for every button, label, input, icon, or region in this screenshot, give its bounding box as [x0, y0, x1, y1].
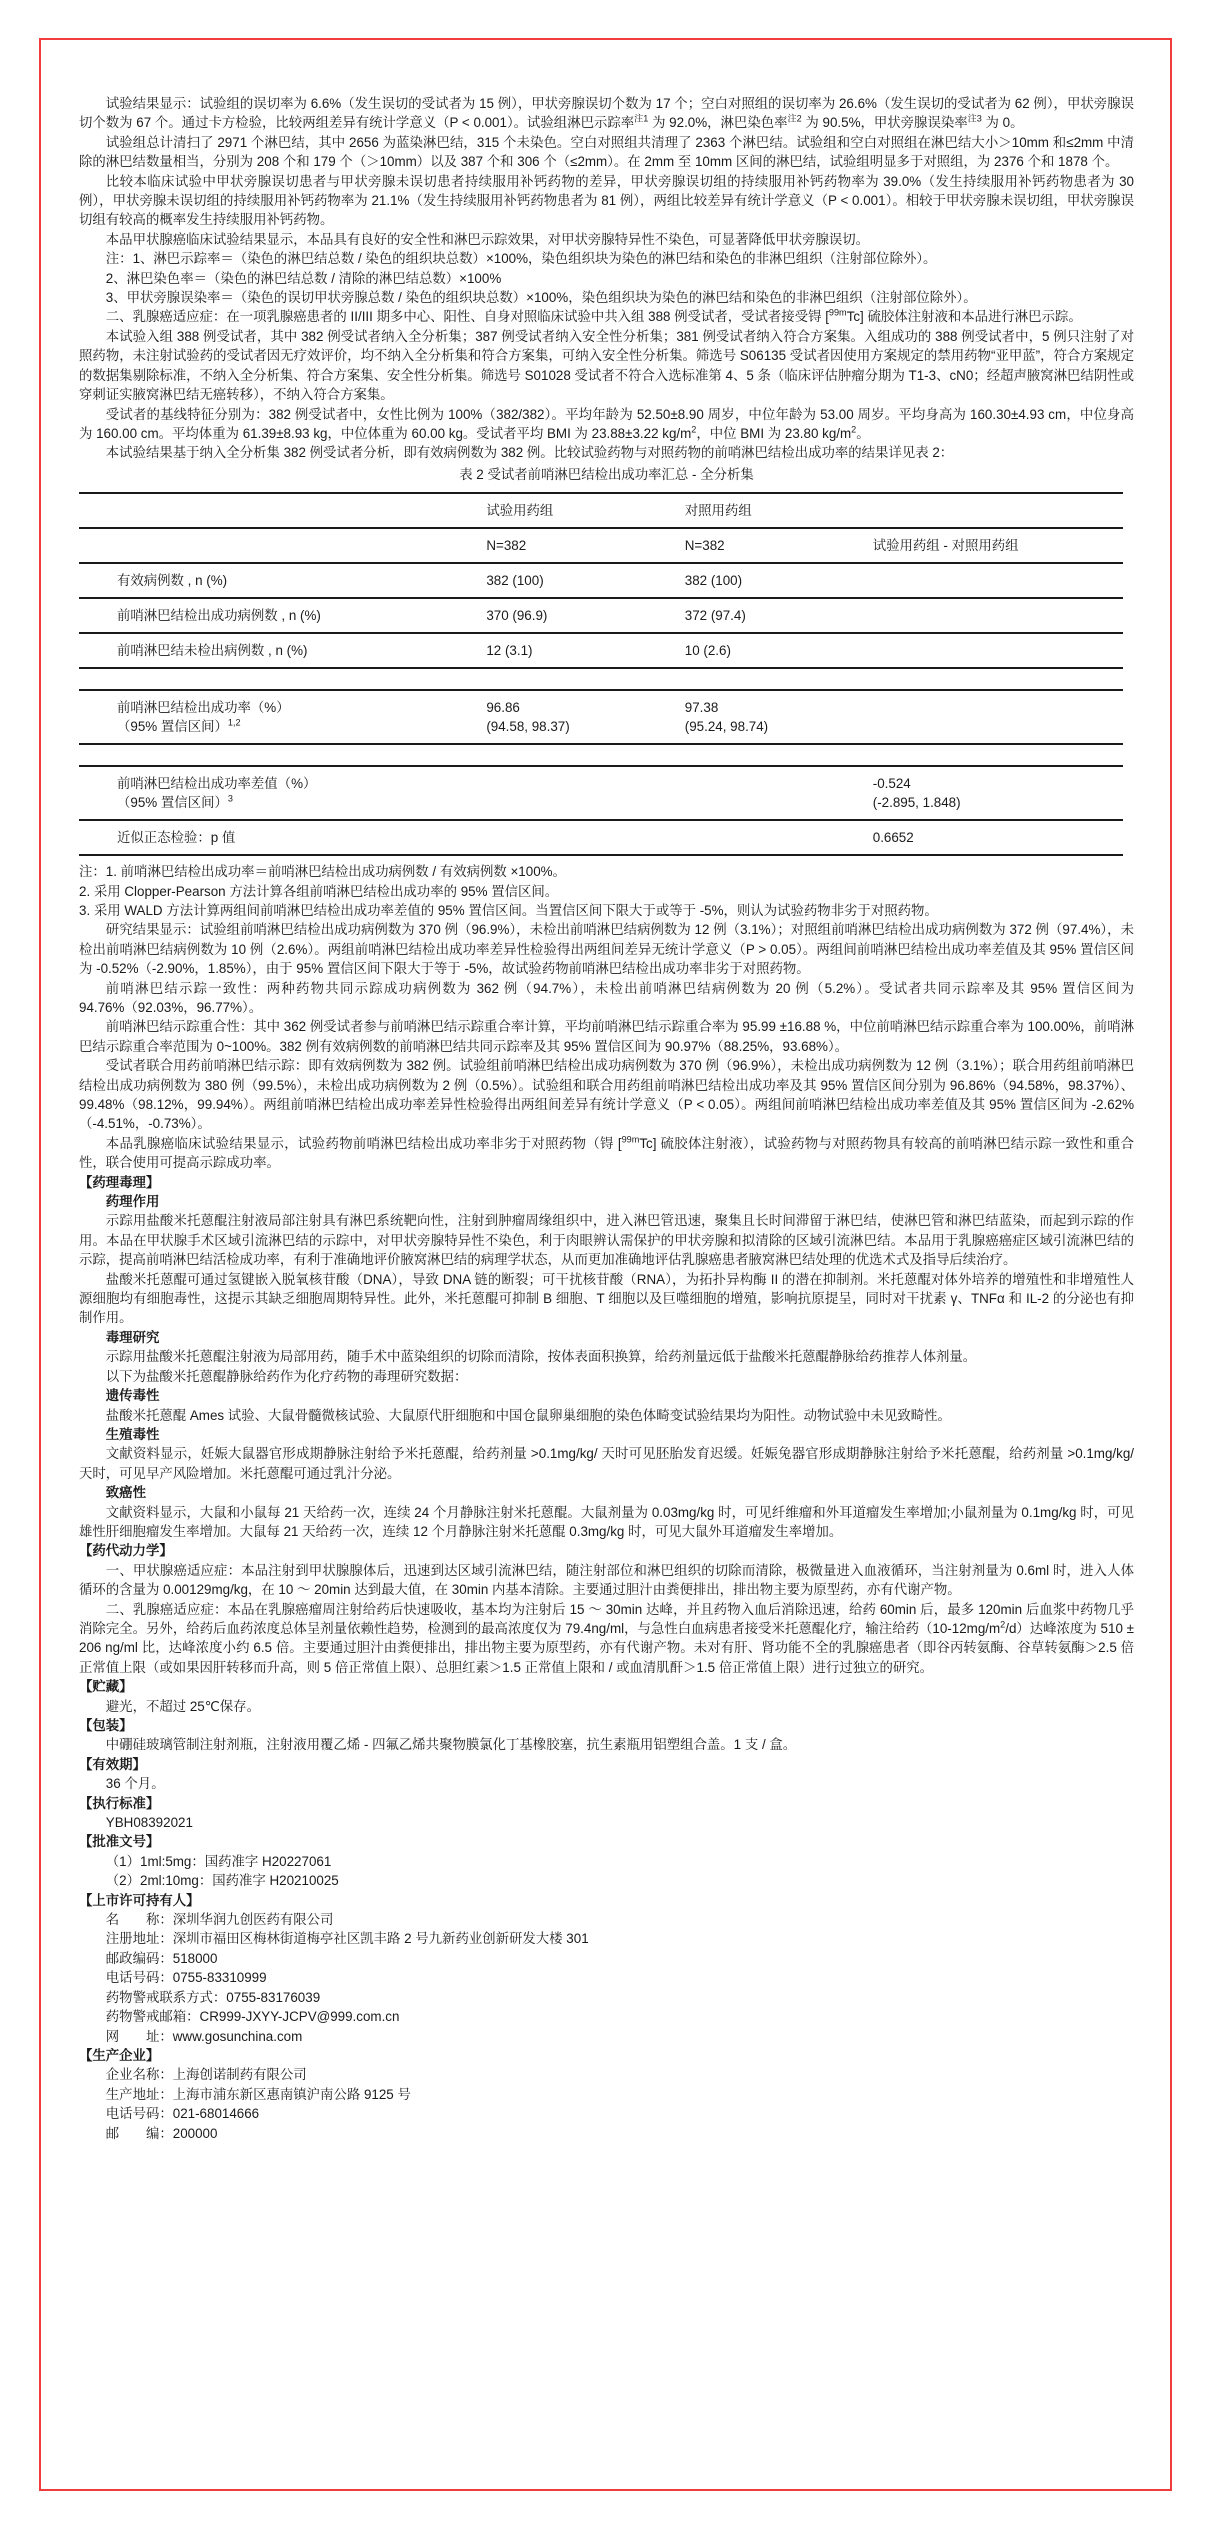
section-heading: 【生产企业】: [79, 2047, 160, 2063]
table-cell: [685, 744, 873, 766]
sub-heading: 药理作用: [105, 1194, 160, 1210]
table-cell: [873, 598, 1124, 633]
table-cell: [486, 744, 684, 766]
paragraph: 二、乳腺癌适应症：在一项乳腺癌患者的 II/III 期多中心、阳性、自身对照临床试验中共入组 388 例受试者，受试者接受锝 [$^{99m}$Tc] 硫胶体注射液和本品进行淋巴示踪。: [105, 308, 1082, 325]
document-content: [41, 40, 1170, 2143]
table-row: [79, 690, 1123, 744]
section-heading: 【执行标准】: [79, 1795, 160, 1811]
table-cell: 对照用药组: [684, 503, 752, 519]
paragraph: 避光，不超过 25℃保存。: [105, 1698, 260, 1714]
table-cell: 382 (100): [486, 573, 544, 589]
paragraph: 本试验入组 388 例受试者，其中 382 例受试者纳入全分析集；387 例受试者纳入安全性分析集；381 例受试者纳入符合方案集。入组成功的 388 例受试者中，5 例只注射了对照药物，未注射试验药的受试者因无疗效评价，均不纳入全分析集和符合方案集，可纳入安全性分析集。筛选号 S06135 受试者因使用方案规定的禁用药物“亚甲蓝”，符合方案规定的数据集剔除标准，不纳入全分析集、符合方案集、安全性分析集。筛选号 S01028 受试者不符合入选标准第 4、5 条（临床评估肿瘤分期为 T1-3、cN0；经超声腋窝淋巴结阴性或穿刺证实腋窝淋巴结无癌转移），不纳入符合方案集。: [79, 328, 1134, 403]
paragraph: 一、甲状腺癌适应症：本品注射到甲状腺腺体后，迅速到达区域引流淋巴结，随注射部位和淋巴组织的切除而清除，极微量进入血液循环，当注射剂量为 0.6ml 时，进入人体循环的含量为 0.00129mg/kg，在 10 ～ 20min 达到最大值，在 30min 内基本清除。主要通过胆汁由粪便排出，排出物主要为原型药，亦有代谢产物。: [79, 1562, 1134, 1598]
table-cell: 97.38 (95.24, 98.74): [684, 700, 769, 735]
table-cell: [79, 744, 486, 766]
paragraph: 文献资料显示，大鼠和小鼠每 21 天给药一次，连续 24 个月静脉注射米托蒽醌。大鼠剂量为 0.03mg/kg 时，可见纤维瘤和外耳道瘤发生率增加;小鼠剂量为 0.1mg/kg 时，可见雄性肝细胞瘤发生率增加。大鼠每 21 天给药一次，连续 12 个月静脉注射米托蒽醌 0.3mg/kg 时，可见大鼠外耳道瘤发生率增加。: [79, 1504, 1134, 1539]
paragraph: 药物警戒联系方式：0755-83176039: [105, 1989, 321, 2005]
table-cell: [79, 493, 486, 528]
table-cell: 10 (2.6): [684, 643, 731, 659]
paragraph: （1）1ml:5mg：国药准字 H20227061: [105, 1853, 332, 1869]
paragraph: 盐酸米托蒽醌 Ames 试验、大鼠骨髓微核试验、大鼠原代肝细胞和中国仓鼠卵巢细胞的染色体畸变试验结果均为阳性。动物试验中未见致畸性。: [105, 1407, 951, 1423]
table-cell: 前哨淋巴结检出成功率（%） （95% 置信区间）$^{1,2}$: [117, 700, 290, 735]
paragraph: 比较本临床试验中甲状旁腺误切患者与甲状旁腺未误切患者持续服用补钙药物的差异，甲状旁腺误切组的持续服用补钙药物率为 39.0%（发生持续服用补钙药物患者为 30 例），甲状旁腺未误切组的持续服用补钙药物率为 21.1%（发生持续服用补钙药物患者为 81 例），两组比较差异有统计学意义（P < 0.001）。相较于甲状旁腺未误切组，甲状旁腺误切组有较高的概率发生持续服用补钙药物。: [79, 173, 1134, 228]
table-cell: [486, 820, 684, 855]
paragraph: YBH08392021: [105, 1815, 193, 1831]
paragraph: 二、乳腺癌适应症：本品在乳腺癌瘤周注射给药后快速吸收，基本均为注射后 15 ～ 30min 达峰，并且药物入血后消除迅速，给药 60min 后，最多 120min 后血浆中药物几乎消除完全。另外，给药后血药浓度总体呈剂量依赖性趋势，检测到的最高浓度仅为 79.4ng/ml，与急性白血病患者接受米托蒽醌化疗，输注给药$(10-12mg/m^2/d)$达峰浓度为 510 ± 206 ng/ml 比，达峰浓度小约 6.5 倍。主要通过胆汁由粪便排出，排出物主要为原型药，亦有代谢产物。未对有肝、肾功能不全的乳腺癌患者（即谷丙转氨酶、谷草转氨酶＞2.5 倍正常值上限（或如果因肝转移而升高，则 5 倍正常值上限）、总胆红素＞1.5 正常值上限和 / 或血清肌酐＞1.5 倍正常值上限）进行过独立的研究。: [79, 1601, 1134, 1675]
table-cell: 前哨淋巴结检出成功率差值（%） （95% 置信区间）$^3$: [117, 776, 317, 811]
paragraph: 受试者的基线特征分别为：382 例受试者中，女性比例为 100%（382/382）。平均年龄为 52.50±8.90 周岁，中位年龄为 53.00 周岁。平均身高为 160.30±4.93 cm，中位身高为 160.00 cm。平均体重为 61.39±8.93 kg，中位体重为 60.00 kg。受试者平均 BMI 为 23.88±3.22 $kg/m^2$，中位 BMI 为 23.80 $kg/m^2$。: [79, 406, 1134, 441]
paragraph: （2）2ml:10mg：国药准字 H20210025: [105, 1873, 339, 1889]
paragraph: 36 个月。: [105, 1776, 165, 1792]
table-cell: [685, 668, 873, 690]
table-cell: 370 (96.9): [486, 608, 548, 624]
paragraph: 盐酸米托蒽醌可通过氢键嵌入脱氧核苷酸（DNA），导致 DNA 链的断裂；可干扰核苷酸（RNA），为拓扑异构酶 II 的潜在抑制剂。米托蒽醌对体外培养的增殖性和非增殖性人源细胞均有细胞毒性，这提示其缺乏细胞周期特异性。此外，米托蒽醌可抑制 B 细胞、T 细胞以及巨噬细胞的增殖，影响抗原提呈，同时对干扰素 γ、TNFα 和 IL-2 的分泌也有抑制作用。: [79, 1271, 1134, 1326]
table-cell: [873, 563, 1124, 598]
table-cell: [685, 766, 873, 820]
paragraph: 示踪用盐酸米托蒽醌注射液为局部用药，随手术中蓝染组织的切除而清除，按体表面积换算，给药剂量远低于盐酸米托蒽醌静脉给药推荐人体剂量。: [105, 1349, 977, 1365]
table-row: [79, 598, 1123, 633]
section-heading: 【批准文号】: [79, 1834, 160, 1850]
table-note: 3. 采用 WALD 方法计算两组间前哨淋巴结检出成功率差值的 95% 置信区间。当置信区间下限大于或等于 -5%，则认为试验药物非劣于对照药物。: [79, 902, 938, 918]
table-cell: 372 (97.4): [684, 608, 746, 624]
table-cell: [873, 493, 1124, 528]
section-heading: 【药理毒理】: [79, 1174, 160, 1190]
sub-heading: 毒理研究: [105, 1329, 160, 1345]
paragraph: 前哨淋巴结示踪一致性：两种药物共同示踪成功病例数为 362 例（94.7%），未检出前哨淋巴结病例数为 20 例（5.2%）。受试者共同示踪率及其 95% 置信区间为 94.76%（92.03%，96.77%）。: [79, 980, 1134, 1015]
paragraph: 试验结果显示：试验组的误切率为 6.6%（发生误切的受试者为 15 例），甲状旁腺误切个数为 17 个；空白对照组的误切率为 26.6%（发生误切的受试者为 62 例），甲状旁腺误切个数为 67 个。通过卡方检验，比较两组差异有统计学意义（P < 0.001）。试验组淋巴示踪率$^{注1}$ 为 92.0%，淋巴染色率$^{注2}$ 为 90.5%，甲状旁腺误染率$^{注3}$ 为 0。: [79, 96, 1134, 131]
table-cell: 382 (100): [684, 573, 743, 589]
table-row: [79, 766, 1123, 820]
section-heading: 【贮藏】: [79, 1679, 133, 1695]
table-cell: 96.86 (94.58, 98.37): [486, 700, 570, 735]
paragraph: 邮政编码：518000: [105, 1950, 218, 1966]
paragraph: 2、淋巴染色率＝（染色的淋巴结总数 / 清除的淋巴结总数）×100%: [105, 270, 502, 286]
table-cell: [486, 668, 684, 690]
table-cell: 0.6652: [872, 830, 914, 846]
paragraph: 邮 编：200000: [105, 2125, 218, 2141]
table-cell: 12 (3.1): [486, 643, 533, 659]
table-cell: 试验用药组: [486, 503, 554, 519]
table-header-row: [79, 493, 1123, 528]
paragraph: 受试者联合用药前哨淋巴结示踪：即有效病例数为 382 例。试验组前哨淋巴结检出成功病例数为 370 例（96.9%），未检出成功病例数为 12 例（3.1%）；联合用药组前哨淋巴结检出成功病例数为 380 例（99.5%），未检出成功病例数为 2 例（0.5%）。试验组和联合用药组前哨淋巴结检出成功率及其 95% 置信区间分别为 96.86%（94.58%，98.37%）、99.48%（98.12%，99.94%）。两组前哨淋巴结检出成功率差异性检验得出两组间差异有统计学意义（P < 0.05）。两组间前哨淋巴结检出成功率差值及其 95% 置信区间为 -2.62%（-4.51%，-0.73%）。: [79, 1058, 1134, 1132]
table-cell: 近似正态检验：p 值: [117, 830, 236, 846]
table-cell: -0.524 (-2.895, 1.848): [872, 776, 961, 811]
paragraph: 电话号码：021-68014666: [105, 2106, 260, 2122]
paragraph: 电话号码：0755-83310999: [105, 1970, 267, 1986]
paragraph: 中硼硅玻璃管制注射剂瓶，注射液用覆乙烯 - 四氟乙烯共聚物膜氯化丁基橡胶塞，抗生素瓶用铝塑组合盖。1 支 / 盒。: [105, 1737, 797, 1753]
table-cell: [873, 668, 1124, 690]
table-cell: 前哨淋巴结未检出病例数 , n (%): [117, 643, 308, 659]
table-cell: 有效病例数 , n (%): [117, 573, 228, 589]
paragraph: 前哨淋巴结示踪重合性：其中 362 例受试者参与前哨淋巴结示踪重合率计算，平均前哨淋巴结示踪重合率为 95.99 ±16.88 %，中位前哨淋巴结示踪重合率为 100.00%，前哨淋巴结示踪重合率范围为 0~100%。382 例有效病例数的前哨淋巴结共同示踪率及其 95% 置信区间为 90.97%（88.25%，93.68%）。: [79, 1019, 1134, 1054]
clinical-table: [79, 492, 1123, 856]
paragraph: 本品甲状腺癌临床试验结果显示，本品具有良好的安全性和淋巴示踪效果，对甲状旁腺特异性不染色，可显著降低甲状旁腺误切。: [105, 231, 870, 247]
paragraph: 本试验结果基于纳入全分析集 382 例受试者分析，即有效病例数为 382 例。比较试验药物与对照药物的前哨淋巴结检出成功率的结果详见表 2：: [105, 445, 954, 461]
table-cell: [873, 633, 1124, 668]
paragraph: 文献资料显示，妊娠大鼠器官形成期静脉注射给予米托蒽醌，给药剂量 >0.1mg/kg/ 天时可见胚胎发育迟缓。妊娠兔器官形成期静脉注射给予米托蒽醌，给药剂量 >0.1mg/kg/ 天时，可见早产风险增加。米托蒽醌可通过乳汁分泌。: [79, 1446, 1134, 1481]
paragraph: 示踪用盐酸米托蒽醌注射液局部注射具有淋巴系统靶向性，注射到肿瘤周缘组织中，进入淋巴管迅速，聚集且长时间滞留于淋巴结，使淋巴管和淋巴结蓝染，而起到示踪的作用。本品在甲状腺手术区域引流淋巴结的示踪中，对甲状旁腺特异性不染色，利于肉眼辨认需保护的甲状旁腺和拟清除的区域引流淋巴结。本品用于乳腺癌癌症区域引流淋巴结的示踪，提高前哨淋巴结活检成功率，有利于准确地评价腋窝淋巴结的病理学状态，从而更加准确地评估乳腺癌患者腋窝淋巴结处理的优选术式及指导后续治疗。: [79, 1213, 1134, 1268]
table-caption: 表 2 受试者前哨淋巴结检出成功率汇总 - 全分析集: [459, 466, 754, 482]
sub-heading: 生殖毒性: [105, 1426, 160, 1442]
table-cell: [873, 744, 1124, 766]
paragraph: 生产地址：上海市浦东新区惠南镇沪南公路 9125 号: [105, 2086, 411, 2102]
table-cell: [486, 766, 684, 820]
paragraph: 以下为盐酸米托蒽醌静脉给药作为化疗药物的毒理研究数据：: [105, 1368, 468, 1384]
table-cell: [873, 690, 1124, 744]
section-heading: 【药代动力学】: [79, 1543, 173, 1559]
table-row: [79, 744, 1123, 766]
sub-heading: 遗传毒性: [105, 1388, 160, 1404]
paragraph: 试验组总计清扫了 2971 个淋巴结，其中 2656 为蓝染淋巴结，315 个未染色。空白对照组共清理了 2363 个淋巴结。试验组和空白对照组在淋巴结大小＞10mm 和≤2mm 中清除的淋巴结数量相当，分别为 208 个和 179 个（＞10mm）以及 387 个和 306 个（≤2mm）。在 2mm 至 10mm 区间的淋巴结，试验组明显多于对照组，为 2376 个和 1878 个。: [79, 134, 1134, 170]
section-heading: 【包装】: [79, 1718, 133, 1733]
table-row: [79, 563, 1123, 598]
section-heading: 【有效期】: [79, 1756, 146, 1772]
section-heading: 【上市许可持有人】: [79, 1892, 200, 1908]
paragraph: 3、甲状旁腺误染率＝（染色的误切甲状旁腺总数 / 染色的组织块总数）×100%，染色组织块为染色的淋巴结和染色的非淋巴组织（注射部位除外）。: [105, 290, 977, 306]
table-row: [79, 820, 1123, 855]
paragraph: 名 称：深圳华润九创医药有限公司: [105, 1912, 334, 1928]
paragraph: 本品乳腺癌临床试验结果显示，试验药物前哨淋巴结检出成功率非劣于对照药物（锝 [$^{99m}$Tc] 硫胶体注射液），试验药物与对照药物具有较高的前哨淋巴结示踪一致性和重合性，联合使用可提高示踪成功率。: [79, 1134, 1134, 1171]
table-cell: [685, 820, 873, 855]
table-note: 注：1. 前哨淋巴结检出成功率＝前哨淋巴结检出成功病例数 / 有效病例数 ×100%。: [79, 864, 566, 880]
table-cell: [79, 668, 486, 690]
paragraph: 网 址：www.gosunchina.com: [105, 2028, 303, 2044]
table-cell: [79, 528, 486, 563]
paragraph: 研究结果显示：试验组前哨淋巴结检出成功病例数为 370 例（96.9%），未检出前哨淋巴结病例数为 12 例（3.1%）；对照组前哨淋巴结检出成功病例数为 372 例（97.4%），未检出前哨淋巴结病例数为 10 例（2.6%）。两组前哨淋巴结检出成功率差异性检验得出两组间差异无统计学意义（P > 0.05）。两组间前哨淋巴结检出成功率差值及其 95% 置信区间为 -0.52%（-2.90%，1.85%），由于 95% 置信区间下限大于等于 -5%，故试验药物前哨淋巴结检出成功率非劣于对照药物。: [79, 922, 1134, 977]
table-cell: N=382: [486, 538, 527, 554]
paragraph: 注：1、淋巴示踪率＝（染色的淋巴结总数 / 染色的组织块总数）×100%，染色组织块为染色的淋巴结和染色的非淋巴组织（注射部位除外）。: [105, 251, 937, 267]
table-cell: 前哨淋巴结检出成功病例数 , n (%): [117, 608, 321, 624]
paragraph: 企业名称：上海创诺制药有限公司: [105, 2067, 307, 2083]
paragraph: 药物警戒邮箱：CR999-JXYY-JCPV@999.com.cn: [105, 2009, 400, 2025]
table-note: 2. 采用 Clopper-Pearson 方法计算各组前哨淋巴结检出成功率的 95% 置信区间。: [79, 883, 559, 899]
table-row: [79, 668, 1123, 690]
table-cell: 试验用药组 - 对照用药组: [872, 538, 1019, 554]
red-border-frame: [39, 38, 1172, 2491]
table-header-row: [79, 528, 1123, 563]
paragraph: 注册地址：深圳市福田区梅林街道梅亭社区凯丰路 2 号九新药业创新研发大楼 301: [105, 1931, 589, 1947]
table-row: [79, 633, 1123, 668]
sub-heading: 致癌性: [105, 1485, 146, 1501]
table-cell: N=382: [684, 538, 725, 554]
